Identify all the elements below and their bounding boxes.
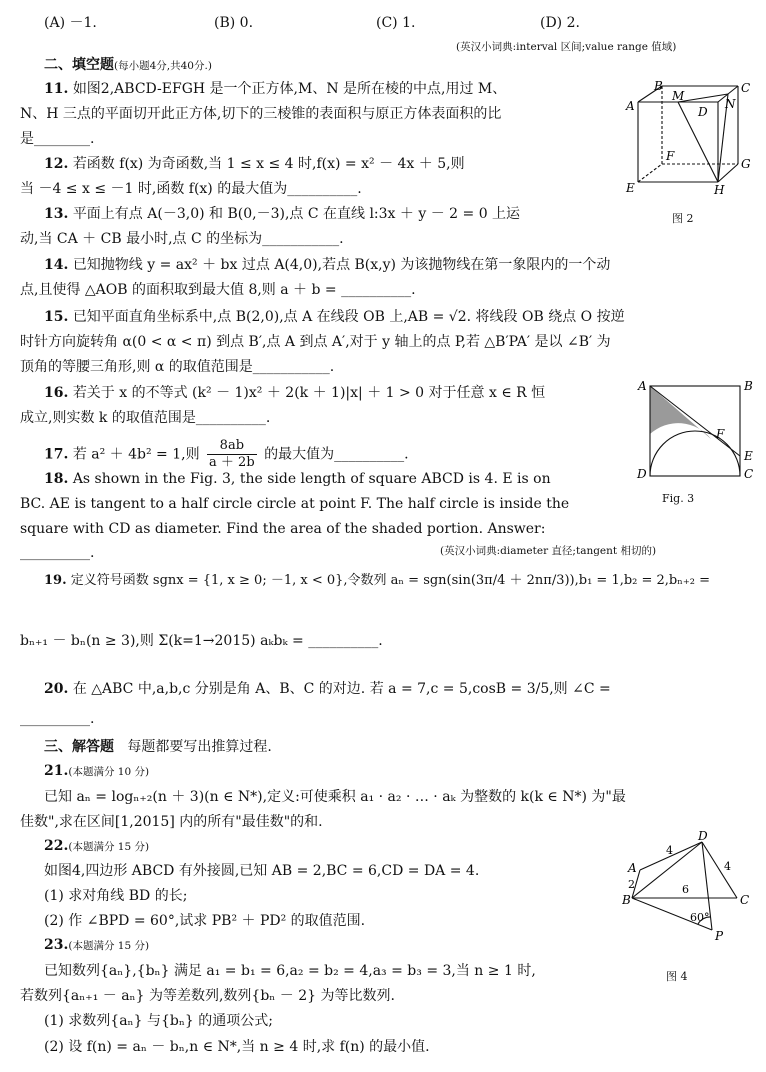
figure-2-cube bbox=[622, 80, 762, 200]
fig2-label-h: H bbox=[714, 183, 725, 197]
fig4-side-dc: 4 bbox=[724, 860, 731, 873]
fig2-label-g: G bbox=[741, 157, 751, 171]
fig2-label-d: D bbox=[698, 105, 708, 119]
q23-line2: 若数列{aₙ₊₁ － aₙ} 为等差数列,数列{bₙ － 2} 为等比数列. bbox=[20, 988, 395, 1004]
glossary-top: (英汉小词典:interval 区间;value range 值域) bbox=[456, 41, 677, 53]
fig4-side-bc: 6 bbox=[682, 883, 689, 896]
q21-line1: 已知 aₙ = logₙ₊₂(n ＋ 3)(n ∈ N*),定义:可使乘积 a₁ · a₂ · … · aₖ 为整数的 k(k ∈ N*) 为"最 bbox=[44, 789, 626, 805]
q11-line1: 11. 如图2,ABCD-EFGH 是一个正方体,M、N 是所在棱的中点,用过 M、 bbox=[44, 81, 507, 97]
q22-line3: (2) 作 ∠BPD = 60°,试求 PB² ＋ PD² 的取值范围. bbox=[44, 913, 366, 929]
section-3-heading bbox=[44, 738, 272, 756]
q20-line2: __________. bbox=[20, 711, 95, 727]
figure-4-quadrilateral bbox=[622, 830, 762, 960]
fig4-label-c: C bbox=[740, 893, 750, 907]
figure-3-caption: Fig. 3 bbox=[662, 492, 695, 505]
fig4-side-ad: 4 bbox=[666, 844, 673, 857]
figure-3-square bbox=[636, 376, 756, 480]
q19-line1: 19. 定义符号函数 sgnx = {1, x ≥ 0; －1, x < 0},令数列 aₙ = sgn(sin(3π/4 ＋ 2nπ/3)),b₁ = 1,b₂ = 2,bₙ₊₂ = bbox=[44, 573, 710, 588]
q21-line2: 佳数",求在区间[1,2015] 内的所有"最佳数"的和. bbox=[20, 814, 323, 830]
q18-line2: BC. AE is tangent to a half circle circle at point F. The half circle is inside the bbox=[20, 496, 570, 512]
q23-line3: (1) 求数列{aₙ} 与{bₙ} 的通项公式; bbox=[44, 1013, 273, 1029]
fig3-label-a: A bbox=[638, 379, 647, 393]
fig2-label-m: M bbox=[672, 89, 685, 103]
q17-fraction: $\frac{8ab}{a + 2b}$ bbox=[209, 438, 255, 470]
q12-number: 12. bbox=[44, 156, 69, 172]
q11-line2: N、H 三点的平面切开此正方体,切下的三棱锥的表面积与原正方体表面积的比 bbox=[20, 106, 502, 122]
q22-heading: 22.(本题满分 15 分) bbox=[44, 838, 150, 854]
q19-line2: bₙ₊₁ － bₙ(n ≥ 3),则 Σ(k=1→2015) aₖbₖ = __________. bbox=[20, 633, 383, 649]
fig4-side-ab: 2 bbox=[628, 878, 635, 891]
q23-line1: 已知数列{aₙ},{bₙ} 满足 a₁ = b₁ = 6,a₂ = b₂ = 4,a₃ = b₃ = 3,当 n ≥ 1 时, bbox=[44, 963, 536, 979]
fig4-label-a: A bbox=[628, 861, 637, 875]
q13-line1: 13. 平面上有点 A(－3,0) 和 B(0,－3),点 C 在直线 l:3x ＋ y － 2 = 0 上运 bbox=[44, 206, 521, 222]
fig3-label-f: F bbox=[716, 427, 725, 441]
figure-4-caption: 图 4 bbox=[666, 970, 688, 983]
q23-number: 23. bbox=[44, 937, 69, 953]
fig3-label-e: E bbox=[744, 449, 753, 463]
q23-line4: (2) 设 f(n) = aₙ － bₙ,n ∈ N*,当 n ≥ 4 时,求 f(n) 的最小值. bbox=[44, 1039, 430, 1055]
q18-number: 18. bbox=[44, 471, 69, 487]
q14-number: 14. bbox=[44, 257, 69, 273]
q18-line4: __________. bbox=[20, 545, 95, 561]
q20-number: 20. bbox=[44, 681, 69, 697]
fig2-label-c: C bbox=[741, 81, 751, 95]
q19-number: 19. bbox=[44, 573, 67, 588]
fig4-label-d: D bbox=[698, 830, 708, 843]
q16-line1: 16. 若关于 x 的不等式 (k² － 1)x² ＋ 2(k ＋ 1)|x| ＋ 1 > 0 对于任意 x ∈ R 恒 bbox=[44, 385, 546, 401]
fig2-label-f: F bbox=[666, 149, 675, 163]
q14-line1: 14. 已知抛物线 y = ax² ＋ bx 过点 A(4,0),若点 B(x,y) 为该抛物线在第一象限内的一个动 bbox=[44, 257, 611, 273]
fig2-label-a: A bbox=[626, 99, 635, 113]
option-d: (D) 2. bbox=[540, 15, 580, 31]
q22-line1: 如图4,四边形 ABCD 有外接圆,已知 AB = 2,BC = 6,CD = DA = 4. bbox=[44, 863, 480, 879]
figure-2-caption: 图 2 bbox=[672, 212, 694, 225]
q22-number: 22. bbox=[44, 838, 69, 854]
q11-line3: 是________. bbox=[20, 131, 95, 147]
section-2-heading bbox=[44, 56, 212, 75]
section-2-title: 二、填空题 bbox=[44, 57, 114, 73]
q20-line1: 20. 在 △ABC 中,a,b,c 分别是角 A、B、C 的对边. 若 a = 7,c = 5,cosB = 3/5,则 ∠C = bbox=[44, 681, 611, 697]
q18-line3: square with CD as diameter. Find the area of the shaded portion. Answer: bbox=[20, 521, 546, 537]
q21-number: 21. bbox=[44, 763, 69, 779]
fig3-label-c: C bbox=[744, 467, 754, 480]
q13-line2: 动,当 CA ＋ CB 最小时,点 C 的坐标为___________. bbox=[20, 231, 344, 247]
q16-number: 16. bbox=[44, 385, 69, 401]
section-3-title: 三、解答题 bbox=[44, 739, 114, 755]
fig2-label-b: B bbox=[654, 80, 663, 93]
q21-heading: 21.(本题满分 10 分) bbox=[44, 763, 150, 779]
q15-number: 15. bbox=[44, 309, 69, 325]
fig4-label-b: B bbox=[622, 893, 631, 907]
section-3-note: 每题都要写出推算过程. bbox=[127, 739, 272, 755]
q14-line2: 点,且使得 △AOB 的面积取到最大值 8,则 a ＋ b = __________. bbox=[20, 282, 416, 298]
option-c: (C) 1. bbox=[376, 15, 416, 31]
fig2-label-n: N bbox=[725, 97, 736, 111]
fig4-label-p: P bbox=[715, 929, 724, 943]
q22-line2: (1) 求对角线 BD 的长; bbox=[44, 888, 188, 904]
q15-line3: 顶角的等腰三角形,则 α 的取值范围是___________. bbox=[20, 359, 335, 375]
q12-line2: 当 －4 ≤ x ≤ －1 时,函数 f(x) 的最大值为__________. bbox=[20, 181, 362, 197]
option-a: (A) －1. bbox=[44, 15, 97, 31]
q17-number: 17. bbox=[44, 446, 69, 463]
q15-line1: 15. 已知平面直角坐标系中,点 B(2,0),点 A 在线段 OB 上,AB = √2. 将线段 OB 绕点 O 按逆 bbox=[44, 309, 625, 325]
q16-line2: 成立,则实数 k 的取值范围是__________. bbox=[20, 410, 271, 426]
q18-line1: 18. As shown in the Fig. 3, the side length of square ABCD is 4. E is on bbox=[44, 471, 551, 487]
fig2-label-e: E bbox=[626, 181, 635, 195]
q18-glossary: (英汉小词典:diameter 直径;tangent 相切的) bbox=[440, 545, 657, 557]
q15-line2: 时针方向旋转角 α(0 < α < π) 到点 B′,点 A 到点 A′,对于 y 轴上的点 P,若 △B′PA′ 是以 ∠B′ 为 bbox=[20, 334, 611, 350]
q11-number: 11. bbox=[44, 81, 69, 97]
q12-line1: 12. 若函数 f(x) 为奇函数,当 1 ≤ x ≤ 4 时,f(x) = x² － 4x ＋ 5,则 bbox=[44, 156, 465, 172]
fig3-label-b: B bbox=[744, 379, 753, 393]
q23-heading: 23.(本题满分 15 分) bbox=[44, 937, 150, 953]
q17-line: 17. 若 a² ＋ 4b² = 1,则 $\frac{8ab}{a + 2b}$ 的最大值为__________. bbox=[44, 438, 409, 470]
section-2-note: (每小题4分,共40分.) bbox=[114, 60, 212, 72]
option-b: (B) 0. bbox=[214, 15, 254, 31]
q13-number: 13. bbox=[44, 206, 69, 222]
fig4-angle-label: 60° bbox=[690, 911, 710, 924]
fig3-label-d: D bbox=[637, 467, 647, 480]
